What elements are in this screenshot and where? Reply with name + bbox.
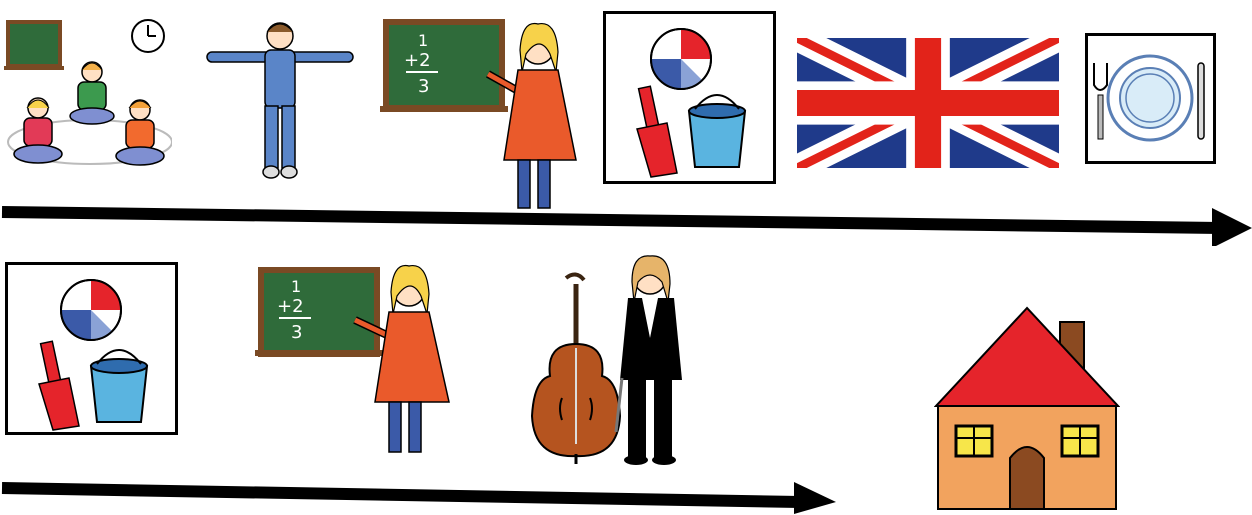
playtime-icon [5,262,178,435]
blackboard-line-2: +2 [277,296,304,317]
home-time-icon [934,306,1120,511]
circle-time-icon [0,12,172,177]
schedule-arrow-row-1 [0,196,1252,246]
playtime-icon [603,11,776,184]
blackboard-line-1: 1 [418,31,429,50]
exercise-icon [205,14,355,182]
music-lesson-icon [524,248,696,466]
lunch-icon [1085,33,1216,164]
schedule-arrow-row-2 [0,468,840,515]
blackboard-line-3: 3 [418,76,430,97]
english-flag-icon [797,38,1059,168]
blackboard-line-3: 3 [291,322,303,343]
maths-lesson-icon [380,14,580,212]
maths-lesson-icon [255,262,455,460]
blackboard-line-2: +2 [404,50,431,71]
blackboard-line-1: 1 [291,277,302,296]
